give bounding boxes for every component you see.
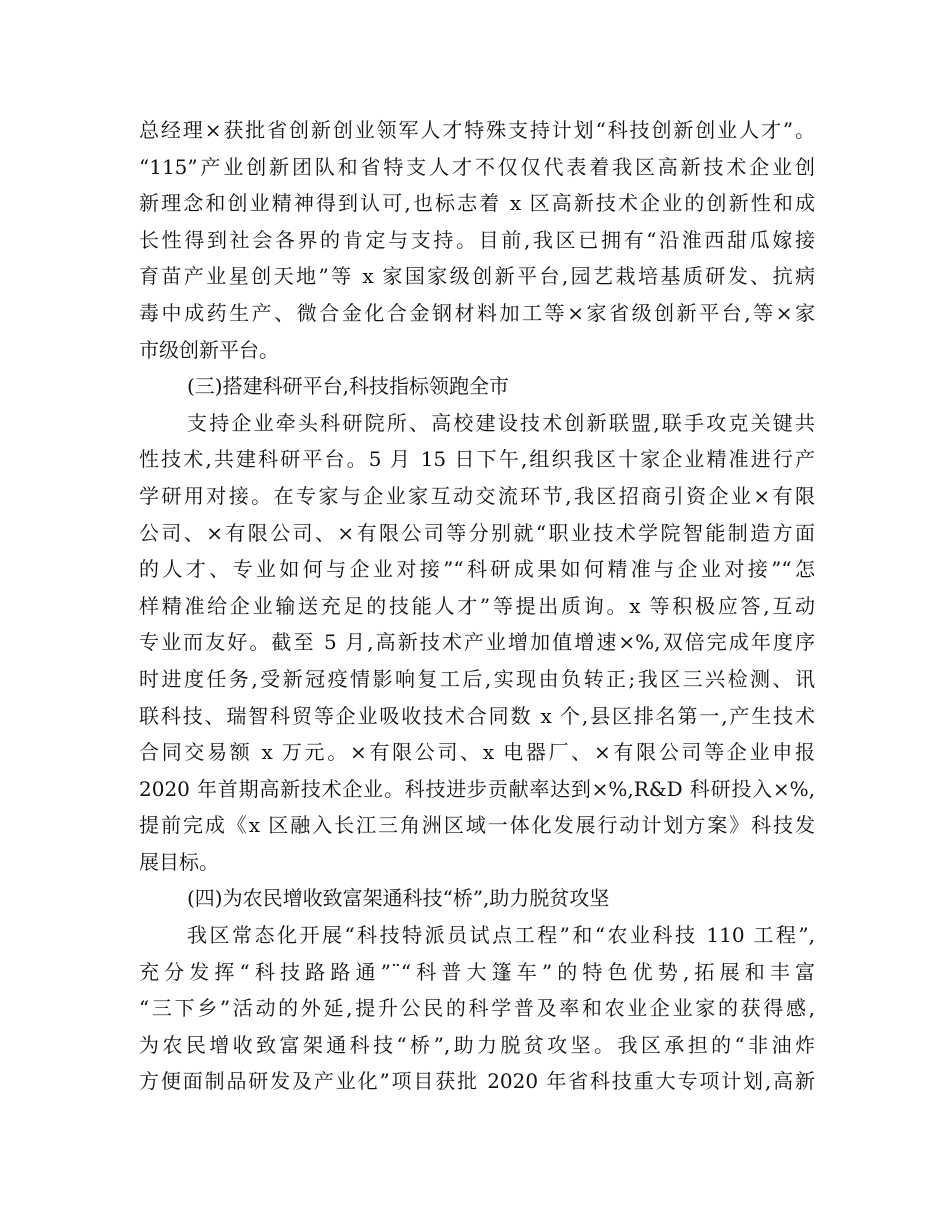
paragraph-line: 提前完成《x 区融入长江三角洲区域一体化发展行动计划方案》科技发 [139, 813, 815, 838]
paragraph-line: 市级创新平台。 [139, 337, 279, 362]
paragraph-line: 公司、×有限公司、×有限公司等分别就“职业技术学院智能制造方面 [139, 520, 815, 545]
paragraph-line: 总经理×获批省创新创业领军人才特殊支持计划“科技创新创业人才”。 [139, 118, 815, 142]
paragraph-line: 专业而友好。截至 5 月,高新技术产业增加值增速×%,双倍完成年度序 [139, 630, 815, 655]
paragraph-line: 的人才、专业如何与企业对接”“科研成果如何精准与企业对接”“怎 [139, 557, 815, 582]
paragraph-line: 方便面制品研发及产业化”项目获批 2020 年省科技重大专项计划,高新 [139, 1069, 815, 1094]
paragraph-line: 样精准给企业输送充足的技能人才”等提出质询。x 等积极应答,互动 [139, 593, 815, 618]
paragraph-line: 毒中成药生产、微合金化合金钢材料加工等×家省级创新平台,等×家 [139, 300, 815, 325]
paragraph-line: 性技术,共建科研平台。5 月 15 日下午,组织我区十家企业精准进行产 [139, 447, 815, 472]
section-heading: (三)搭建科研平台,科技指标领跑全市 [187, 374, 509, 399]
paragraph-line: 充分发挥“科技路路通”¨“科普大篷车”的特色优势,拓展和丰富 [139, 959, 815, 984]
paragraph-line: 合同交易额 x 万元。×有限公司、x 电器厂、×有限公司等企业申报 [139, 740, 815, 765]
paragraph-line: 为农民增收致富架通科技“桥”,助力脱贫攻坚。我区承担的“非油炸 [139, 1032, 815, 1057]
paragraph-line: 长性得到社会各界的肯定与支持。目前,我区已拥有“沿淮西甜瓜嫁接 [139, 227, 815, 252]
paragraph-line: 新理念和创业精神得到认可,也标志着 x 区高新技术企业的创新性和成 [139, 191, 815, 216]
paragraph-line: “115”产业创新团队和省特支人才不仅仅代表着我区高新技术企业创 [139, 154, 815, 179]
paragraph-line: 联科技、瑞智科贸等企业吸收技术合同数 x 个,县区排名第一,产生技术 [139, 703, 815, 728]
paragraph-line: 育苗产业星创天地”等 x 家国家级创新平台,园艺栽培基质研发、抗病 [139, 264, 815, 289]
paragraph-line: “三下乡”活动的外延,提升公民的科学普及率和农业企业家的获得感, [139, 996, 815, 1021]
paragraph-line: 学研用对接。在专家与企业家互动交流环节,我区招商引资企业×有限 [139, 483, 815, 508]
paragraph-line: 支持企业牵头科研院所、高校建设技术创新联盟,联手攻克关键共 [187, 410, 815, 435]
document-page [139, 112, 815, 1100]
paragraph-line: 时进度任务,受新冠疫情影响复工后,实现由负转正;我区三兴检测、讯 [139, 666, 815, 691]
section-heading: (四)为农民增收致富架通科技“桥”,助力脱贫攻坚 [187, 886, 610, 911]
paragraph-line: 展目标。 [139, 849, 219, 874]
paragraph-line: 2020 年首期高新技术企业。科技进步贡献率达到×%,R&D 科研投入×%, [139, 776, 815, 801]
paragraph-line: 我区常态化开展“科技特派员试点工程”和“农业科技 110 工程”, [187, 923, 815, 948]
